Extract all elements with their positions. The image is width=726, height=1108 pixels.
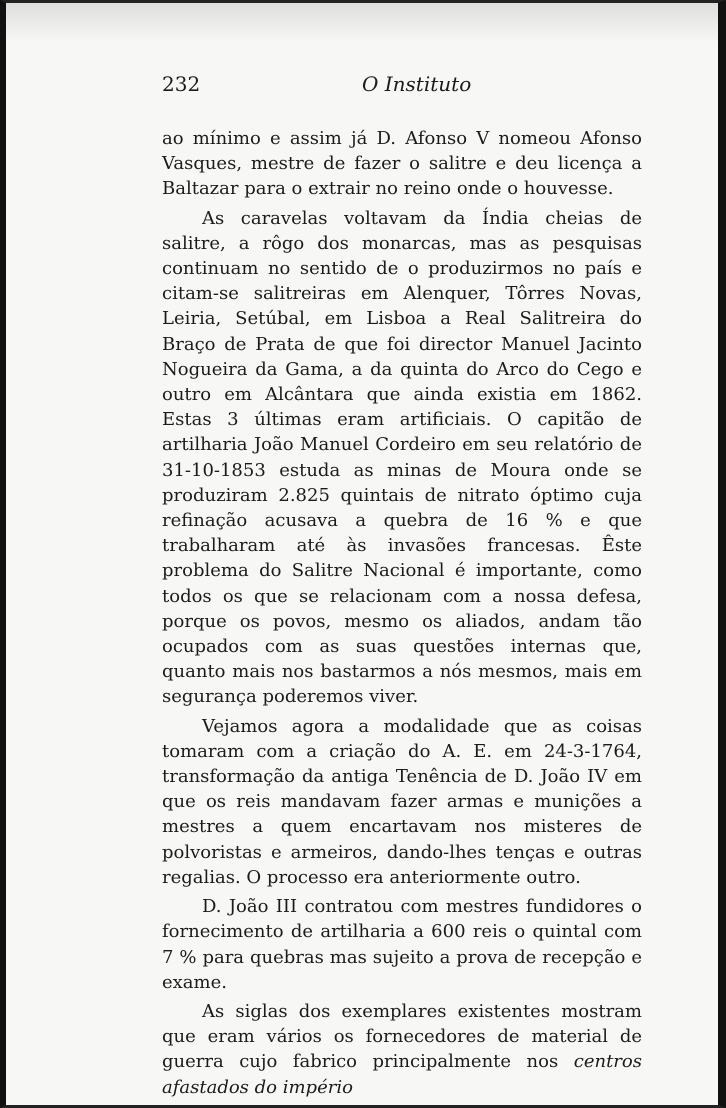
paragraph-continuation — [162, 126, 642, 202]
scan-shadow — [6, 3, 718, 43]
paragraph-text: ao mínimo e assim já D. Afonso V nomeou Afonso Vasques, mestre de fazer o salitre e deu licença a Baltazar para o extrair no reino onde o houvesse. — [162, 128, 642, 200]
paragraph-text: Vejamos agora a modalidade que as coisas tomaram com a criação do A. E. em 24-3-1764, transformação da antiga Tenência de D. João IV em que os reis mandavam fazer armas e munições a mestres a quem encartavam nos misteres de polvoristas e armeiros, dando-lhes tenças e outras regalias. O processo era anteriormente outro. — [162, 715, 642, 888]
paragraph-text: As siglas dos exemplares existentes mostram que eram vários os fornecedores de material de guerra cujo fabrico principalmente nos — [162, 1000, 642, 1073]
paragraph-text: As caravelas voltavam da Índia cheias de salitre, a rôgo dos monarcas, mas as pesquisas continuam no sentido de o produzirmos no país e citam-se salitreiras em Alenquer, Tôrres Novas, Leiria, Setúbal, em Lisboa a Real Salitreira do Braço de Prata de que foi director Manuel Jacinto Nogueira da Gama, a da quinta do Arco do Cego e outro em Alcântara que ainda existia em 1862. Estas 3 últimas eram artificiais. O capitão de artilharia João Manuel Cordeiro em seu relatório de 31-10-1853 estuda as minas de Moura onde se produziram 2.825 quintais de nitrato óptimo cuja refinação acusava a quebra de 16 % e que trabalharam até às invasões francesas. Êste problema do Salitre Nacional é importante, como todos os que se relacionam com a nossa defesa, porque os povos, mesmo os aliados, andam tão ocupados com as suas questões internas que, quanto mais nos bastarmos a nós mesmos, mais em segurança poderemos viver. — [162, 207, 642, 708]
running-title: O Instituto — [362, 72, 472, 96]
paragraph — [162, 894, 642, 995]
paragraph-text: D. João III contratou com mestres fundidores o fornecimento de artilharia a 600 reis o quintal com 7 % para quebras mas sujeito a prova de recepção e exame. — [162, 896, 642, 993]
page-number: 232 — [162, 72, 201, 96]
paragraph — [162, 206, 642, 710]
running-head — [162, 68, 642, 112]
body-text — [162, 126, 642, 1100]
paragraph-italic-text: centros afastados do império — [162, 1051, 642, 1098]
paragraph — [162, 999, 642, 1100]
book-page — [162, 68, 642, 1104]
paragraph — [162, 714, 642, 890]
